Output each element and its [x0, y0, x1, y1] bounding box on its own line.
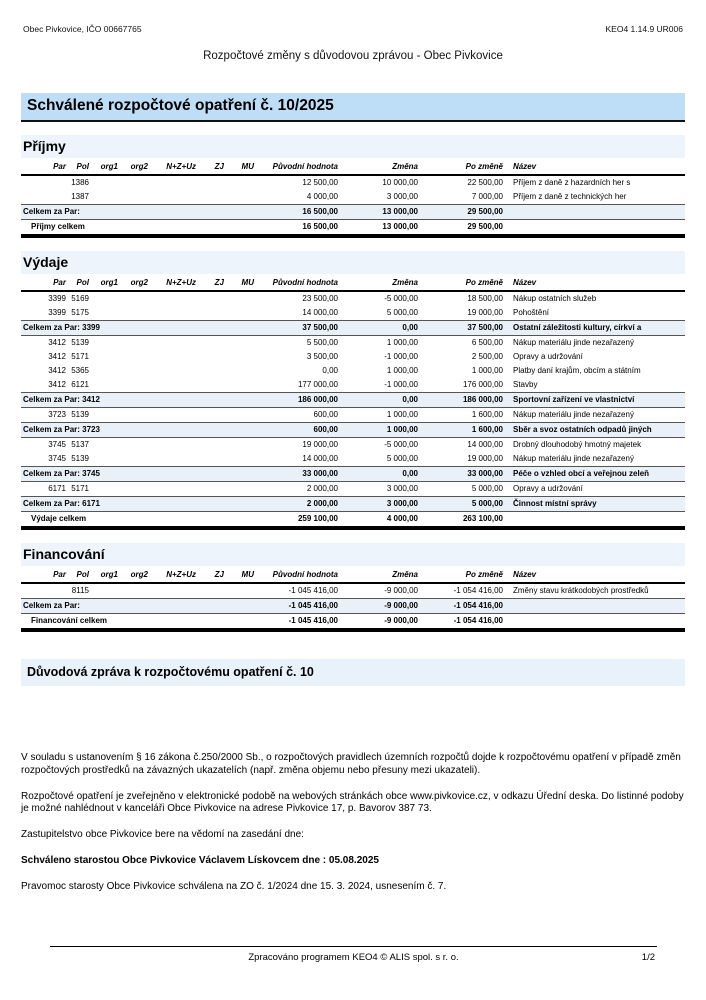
justification-paragraph: Rozpočtové opatření je zveřejněno v elektronické podobě na webových stránkách obce www.pivkovice.cz, v odkazu Úřední deska. Do listinné podoby je možné nahlédnout v kanceláři Obce Pivkovice na adrese Pivkovice 17, p. Bavorov 387 73.	[21, 790, 684, 815]
justification-paragraph: V souladu s ustanovením § 16 zákona č.250/2000 Sb., o rozpočtových pravidlech územních rozpočtů dojde k rozpočtovému opatření v případě změn rozpočtových prostředků na závazných ukazatelích (např. změna objemu nebo přesuny mezi ukazateli).	[21, 752, 681, 776]
cell-pozmene: 1 600,00	[420, 423, 505, 438]
column-header: org1	[91, 568, 120, 583]
column-header: Název	[505, 568, 685, 583]
cell-zj	[198, 350, 226, 364]
cell-nazev	[505, 512, 685, 527]
cell-zmena: 1 000,00	[386, 366, 418, 375]
column-header: Pol	[68, 276, 91, 291]
cell-pol: 5171	[71, 484, 89, 493]
cell-zmena: -9 000,00	[340, 599, 420, 614]
cell-pozmene: 5 000,00	[471, 484, 503, 493]
cell-pozmene: 29 500,00	[467, 222, 503, 231]
cell-zmena: 13 000,00	[340, 205, 420, 220]
column-header: N+Z+Uz	[150, 160, 198, 175]
cell-par: 3723	[48, 410, 66, 419]
table-row	[21, 378, 685, 393]
table-end-rule	[21, 526, 685, 530]
cell-par: 3745	[48, 440, 66, 449]
cell-par: 3745	[48, 454, 66, 463]
cell-pol: 6121	[71, 380, 89, 389]
cell-pozmene: -1 054 416,00	[453, 616, 503, 625]
cell-nazev: Činnost místní správy	[505, 497, 685, 512]
cell-zj	[198, 336, 226, 351]
cell-mu	[226, 452, 256, 467]
cell-zj	[198, 482, 226, 497]
cell-pol: 8115	[71, 586, 89, 595]
cell-zmena: -1 000,00	[384, 380, 418, 389]
row-label: Celkem za Par: 3723	[21, 423, 256, 438]
row-label: Celkem za Par: 6171	[21, 497, 256, 512]
justification-report-header: Důvodová zpráva k rozpočtovému opatření č. 10	[21, 659, 685, 686]
subtotal-row	[21, 599, 685, 614]
cell-zmena: 10 000,00	[382, 178, 418, 187]
cell-pozmene: 37 500,00	[420, 321, 505, 336]
cell-nazev: Opravy a udržování	[513, 352, 583, 361]
cell-pozmene: 18 500,00	[467, 294, 503, 303]
row-label: Celkem za Par:	[21, 599, 256, 614]
cell-zmena: 5 000,00	[386, 308, 418, 317]
cell-puvodni: 14 000,00	[302, 308, 338, 317]
cell-zmena: 0,00	[340, 393, 420, 408]
subtotal-row	[21, 393, 685, 408]
budget-table	[21, 276, 685, 526]
cell-mu	[226, 482, 256, 497]
cell-nazev: Péče o vzhled obcí a veřejnou zeleň	[505, 467, 685, 482]
cell-nzuz	[150, 336, 198, 351]
cell-zj	[198, 364, 226, 378]
cell-puvodni: 14 000,00	[302, 454, 338, 463]
column-header: org2	[120, 160, 150, 175]
cell-pozmene: -1 054 416,00	[420, 599, 505, 614]
cell-org1	[91, 408, 120, 423]
justification-paragraph: Schváleno starostou Obce Pivkovice Václavem Lískovcem dne : 05.08.2025	[21, 854, 379, 866]
cell-zmena: 3 000,00	[340, 497, 420, 512]
column-header: Po změně	[420, 568, 505, 583]
budget-group-3	[21, 543, 685, 632]
cell-nazev: Sběr a svoz ostatních odpadů jiných	[505, 423, 685, 438]
column-header: Změna	[340, 568, 420, 583]
cell-pozmene: 19 000,00	[467, 308, 503, 317]
row-label: Celkem za Par: 3412	[21, 393, 256, 408]
cell-nazev: Sportovní zařízení ve vlastnictví	[505, 393, 685, 408]
cell-zj	[198, 408, 226, 423]
cell-nazev: Ostatní záležitosti kultury, církví a	[505, 321, 685, 336]
column-header: ZJ	[198, 276, 226, 291]
cell-pozmene: 186 000,00	[420, 393, 505, 408]
table-header-row	[21, 160, 685, 175]
cell-pozmene: 33 000,00	[420, 467, 505, 482]
row-label: Příjmy celkem	[31, 222, 85, 231]
cell-par: 3399	[48, 294, 66, 303]
budget-group-2	[21, 251, 685, 530]
column-header: N+Z+Uz	[150, 568, 198, 583]
cell-mu	[226, 175, 256, 190]
cell-org1	[91, 583, 120, 599]
cell-zj	[198, 438, 226, 453]
cell-pol: 5175	[71, 308, 89, 317]
cell-org1	[91, 291, 120, 306]
cell-par: 3412	[48, 380, 66, 389]
cell-org2	[120, 452, 150, 467]
page-header	[0, 0, 706, 34]
column-header: MU	[226, 160, 256, 175]
table-row	[21, 408, 685, 423]
cell-pol: 1386	[71, 178, 89, 187]
cell-puvodni: 33 000,00	[256, 467, 340, 482]
cell-zmena: 0,00	[340, 321, 420, 336]
cell-puvodni: 0,00	[322, 366, 338, 375]
table-row	[21, 336, 685, 351]
column-header: org1	[91, 160, 120, 175]
org-identifier: Obec Pivkovice, IČO 00667765	[23, 24, 142, 34]
subtotal-row	[21, 423, 685, 438]
cell-puvodni: 600,00	[256, 423, 340, 438]
cell-puvodni: 16 500,00	[302, 222, 338, 231]
total-row	[21, 220, 685, 235]
cell-nzuz	[150, 364, 198, 378]
cell-puvodni: 3 500,00	[306, 352, 338, 361]
document-title: Rozpočtové změny s důvodovou zprávou - Obec Pivkovice	[203, 50, 503, 62]
cell-org2	[120, 378, 150, 393]
cell-pozmene: 29 500,00	[420, 205, 505, 220]
cell-par: 3412	[48, 366, 66, 375]
cell-org1	[91, 482, 120, 497]
cell-pozmene: 6 500,00	[471, 338, 503, 347]
column-header: Původní hodnota	[256, 276, 340, 291]
cell-par: 3412	[48, 352, 66, 361]
cell-zj	[198, 583, 226, 599]
cell-puvodni: 4 000,00	[306, 192, 338, 201]
table-end-rule	[21, 628, 685, 632]
cell-mu	[226, 583, 256, 599]
column-header: ZJ	[198, 568, 226, 583]
cell-nazev: Platby daní krajům, obcím a státním	[513, 366, 641, 375]
cell-org1	[91, 350, 120, 364]
cell-mu	[226, 291, 256, 306]
column-header: Par	[21, 160, 68, 175]
cell-puvodni: 600,00	[313, 410, 338, 419]
cell-zj	[198, 306, 226, 321]
cell-mu	[226, 438, 256, 453]
cell-org2	[120, 482, 150, 497]
cell-pol: 5169	[71, 294, 89, 303]
cell-zmena: -5 000,00	[384, 440, 418, 449]
column-header: Po změně	[420, 276, 505, 291]
cell-zmena: 13 000,00	[382, 222, 418, 231]
table-header-row	[21, 568, 685, 583]
footer-generator-text: Zpracováno programem KEO4 © ALIS spol. s r. o.	[248, 952, 459, 963]
column-header: Původní hodnota	[256, 568, 340, 583]
cell-nzuz	[150, 583, 198, 599]
column-header: N+Z+Uz	[150, 276, 198, 291]
cell-nazev	[505, 220, 685, 235]
table-row	[21, 350, 685, 364]
subtotal-row	[21, 321, 685, 336]
cell-org2	[120, 306, 150, 321]
table-header-row	[21, 276, 685, 291]
cell-mu	[226, 190, 256, 205]
table-row	[21, 190, 685, 205]
cell-org1	[91, 306, 120, 321]
column-header: Pol	[68, 160, 91, 175]
budget-table	[21, 568, 685, 628]
row-label: Celkem za Par: 3399	[21, 321, 256, 336]
cell-org2	[120, 336, 150, 351]
cell-mu	[226, 408, 256, 423]
cell-nzuz	[150, 306, 198, 321]
cell-org2	[120, 350, 150, 364]
cell-zmena: 1 000,00	[386, 410, 418, 419]
cell-nzuz	[150, 482, 198, 497]
cell-pol: 5171	[71, 352, 89, 361]
cell-nzuz	[150, 408, 198, 423]
column-header: org2	[120, 276, 150, 291]
cell-zmena: -5 000,00	[384, 294, 418, 303]
cell-zj	[198, 175, 226, 190]
cell-puvodni: 12 500,00	[302, 178, 338, 187]
cell-org2	[120, 583, 150, 599]
justification-paragraph: Zastupitelstvo obce Pivkovice bere na vědomí na zasedání dne:	[21, 829, 304, 841]
cell-puvodni: -1 045 416,00	[288, 616, 338, 625]
cell-nazev: Změny stavu krátkodobých prostředků	[513, 586, 649, 595]
cell-zmena: 3 000,00	[386, 484, 418, 493]
cell-par: 3412	[48, 338, 66, 347]
cell-puvodni: 23 500,00	[302, 294, 338, 303]
cell-nazev: Nákup materiálu jinde nezařazený	[513, 454, 634, 463]
cell-pol: 5139	[71, 410, 89, 419]
section-header: Příjmy	[21, 135, 685, 158]
cell-par	[21, 190, 68, 205]
cell-zmena: -1 000,00	[384, 352, 418, 361]
total-row	[21, 512, 685, 527]
cell-nazev: Nákup materiálu jinde nezařazený	[513, 410, 634, 419]
subtotal-row	[21, 467, 685, 482]
cell-nzuz	[150, 378, 198, 393]
table-row	[21, 482, 685, 497]
budget-group-1	[21, 135, 685, 238]
cell-nzuz	[150, 190, 198, 205]
cell-nzuz	[150, 452, 198, 467]
cell-org2	[120, 364, 150, 378]
cell-pozmene: 22 500,00	[467, 178, 503, 187]
cell-zj	[198, 190, 226, 205]
cell-zmena: 0,00	[340, 467, 420, 482]
table-row	[21, 583, 685, 599]
approved-measure-header: Schválené rozpočtové opatření č. 10/2025	[21, 93, 685, 122]
cell-mu	[226, 378, 256, 393]
cell-pozmene: 176 000,00	[462, 380, 503, 389]
row-label: Celkem za Par:	[21, 205, 256, 220]
cell-nazev: Nákup materiálu jinde nezařazený	[513, 338, 634, 347]
cell-par: 3399	[48, 308, 66, 317]
budget-tables	[0, 135, 706, 632]
cell-nzuz	[150, 438, 198, 453]
table-row	[21, 306, 685, 321]
column-header: org2	[120, 568, 150, 583]
cell-par: 6171	[48, 484, 66, 493]
cell-puvodni: 2 000,00	[306, 484, 338, 493]
cell-puvodni: -1 045 416,00	[288, 586, 338, 595]
cell-zj	[198, 378, 226, 393]
column-header: MU	[226, 568, 256, 583]
column-header: Název	[505, 276, 685, 291]
section-header: Výdaje	[21, 251, 685, 274]
justification-paragraph: Pravomoc starosty Obce Pivkovice schválena na ZO č. 1/2024 dne 15. 3. 2024, usnesením č. 7.	[21, 880, 447, 892]
cell-pozmene: -1 054 416,00	[453, 586, 503, 595]
cell-org1	[91, 336, 120, 351]
cell-pozmene: 1 000,00	[471, 366, 503, 375]
cell-nzuz	[150, 175, 198, 190]
column-header: org1	[91, 276, 120, 291]
cell-nazev: Příjem z daně z hazardních her s	[513, 178, 631, 187]
cell-org1	[91, 175, 120, 190]
column-header: Změna	[340, 160, 420, 175]
cell-nazev: Opravy a udržování	[513, 484, 583, 493]
cell-nazev: Pohoštění	[513, 308, 550, 317]
cell-org2	[120, 291, 150, 306]
cell-pol: 5137	[71, 440, 89, 449]
subtotal-row	[21, 205, 685, 220]
cell-org2	[120, 190, 150, 205]
cell-puvodni: 2 000,00	[256, 497, 340, 512]
cell-puvodni: 259 100,00	[297, 514, 338, 523]
cell-zmena: 5 000,00	[386, 454, 418, 463]
column-header: Změna	[340, 276, 420, 291]
justification-report-body	[21, 752, 685, 894]
cell-zj	[198, 291, 226, 306]
section-header: Financování	[21, 543, 685, 566]
cell-nazev	[505, 599, 685, 614]
app-version-label: KEO4 1.14.9 UR006	[605, 24, 683, 34]
cell-mu	[226, 336, 256, 351]
table-row	[21, 452, 685, 467]
cell-pol: 5365	[71, 366, 89, 375]
cell-zmena: 3 000,00	[386, 192, 418, 201]
table-row	[21, 364, 685, 378]
cell-pozmene: 263 100,00	[462, 514, 503, 523]
total-row	[21, 614, 685, 629]
cell-puvodni: 186 000,00	[256, 393, 340, 408]
page-number: 1/2	[641, 952, 655, 963]
column-header: Název	[505, 160, 685, 175]
subtotal-row	[21, 497, 685, 512]
cell-pozmene: 1 600,00	[471, 410, 503, 419]
cell-zmena: -9 000,00	[384, 586, 418, 595]
cell-org1	[91, 452, 120, 467]
cell-mu	[226, 350, 256, 364]
page-footer	[50, 946, 657, 963]
column-header: Par	[21, 568, 68, 583]
cell-par	[21, 583, 68, 599]
cell-zmena: 1 000,00	[386, 338, 418, 347]
cell-org1	[91, 438, 120, 453]
cell-pol: 5139	[71, 454, 89, 463]
table-row	[21, 175, 685, 190]
cell-pozmene: 2 500,00	[471, 352, 503, 361]
cell-mu	[226, 306, 256, 321]
table-row	[21, 291, 685, 306]
cell-nzuz	[150, 350, 198, 364]
cell-zmena: -9 000,00	[384, 616, 418, 625]
cell-zmena: 1 000,00	[340, 423, 420, 438]
cell-mu	[226, 364, 256, 378]
cell-pol: 1387	[71, 192, 89, 201]
table-row	[21, 438, 685, 453]
cell-pozmene: 7 000,00	[471, 192, 503, 201]
cell-nazev	[505, 614, 685, 629]
cell-pozmene: 19 000,00	[467, 454, 503, 463]
cell-org2	[120, 408, 150, 423]
cell-nzuz	[150, 291, 198, 306]
column-header: MU	[226, 276, 256, 291]
cell-puvodni: 16 500,00	[256, 205, 340, 220]
table-end-rule	[21, 234, 685, 238]
cell-puvodni: 19 000,00	[302, 440, 338, 449]
cell-nazev: Příjem z daně z technických her	[513, 192, 627, 201]
cell-par	[21, 175, 68, 190]
cell-pozmene: 14 000,00	[467, 440, 503, 449]
cell-org1	[91, 364, 120, 378]
row-label: Celkem za Par: 3745	[21, 467, 256, 482]
cell-pozmene: 5 000,00	[420, 497, 505, 512]
cell-org1	[91, 190, 120, 205]
column-header: Par	[21, 276, 68, 291]
column-header: ZJ	[198, 160, 226, 175]
cell-nazev: Nákup ostatních služeb	[513, 294, 597, 303]
cell-org1	[91, 378, 120, 393]
cell-puvodni: 5 500,00	[306, 338, 338, 347]
row-label: Výdaje celkem	[31, 514, 87, 523]
cell-zmena: 4 000,00	[386, 514, 418, 523]
cell-nazev: Stavby	[513, 380, 538, 389]
cell-nazev: Drobný dlouhodobý hmotný majetek	[513, 440, 642, 449]
column-header: Po změně	[420, 160, 505, 175]
cell-puvodni: 177 000,00	[297, 380, 338, 389]
cell-org2	[120, 175, 150, 190]
budget-table	[21, 160, 685, 234]
column-header: Pol	[68, 568, 91, 583]
cell-org2	[120, 438, 150, 453]
cell-pol: 5139	[71, 338, 89, 347]
cell-puvodni: 37 500,00	[256, 321, 340, 336]
cell-puvodni: -1 045 416,00	[256, 599, 340, 614]
cell-zj	[198, 452, 226, 467]
cell-nazev	[505, 205, 685, 220]
column-header: Původní hodnota	[256, 160, 340, 175]
row-label: Financování celkem	[31, 616, 108, 625]
